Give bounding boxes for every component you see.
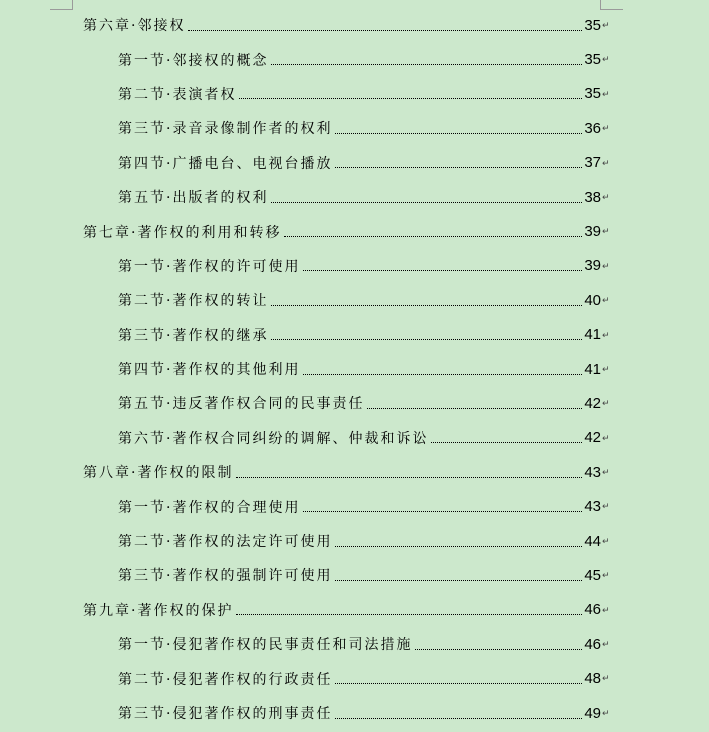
paragraph-mark-icon: ↵ bbox=[602, 124, 610, 135]
toc-entry-title: 第三节·侵犯著作权的刑事责任 bbox=[118, 706, 333, 722]
paragraph-mark-icon: ↵ bbox=[602, 89, 610, 100]
toc-section-entry[interactable] bbox=[0, 352, 709, 386]
toc-page-number: 45 bbox=[584, 566, 601, 584]
toc-section-entry[interactable] bbox=[0, 386, 709, 420]
toc-entry-title: 第五节·出版者的权利 bbox=[118, 190, 269, 207]
toc-dot-leader bbox=[335, 153, 582, 168]
toc-page-number: 36 bbox=[584, 119, 601, 137]
toc-entry-title: 第六节·著作权合同纠纷的调解、仲裁和诉讼 bbox=[118, 430, 429, 447]
toc-dot-leader bbox=[303, 256, 582, 271]
toc-page-number: 46 bbox=[584, 601, 601, 619]
toc-page-number: 42 bbox=[584, 394, 601, 412]
toc-section-entry[interactable] bbox=[0, 661, 709, 695]
toc-section-entry[interactable] bbox=[0, 627, 709, 661]
toc-dot-leader bbox=[271, 188, 582, 203]
toc-page-number: 39 bbox=[584, 223, 601, 241]
paragraph-mark-icon: ↵ bbox=[602, 571, 610, 582]
toc-dot-leader bbox=[367, 394, 582, 409]
toc-page-number: 48 bbox=[584, 670, 601, 688]
toc-entry-title: 第三节·著作权的强制许可使用 bbox=[118, 568, 333, 585]
toc-dot-leader bbox=[415, 635, 582, 650]
toc-entry-title: 第五节·违反著作权合同的民事责任 bbox=[118, 396, 365, 413]
toc-dot-leader bbox=[335, 669, 582, 684]
toc-entry-title: 第八章·著作权的限制 bbox=[83, 465, 234, 482]
toc-entry-title: 第二节·著作权的转让 bbox=[118, 293, 269, 310]
toc-page-number: 35 bbox=[584, 85, 601, 103]
toc-section-entry[interactable] bbox=[0, 421, 709, 455]
toc-dot-leader bbox=[236, 463, 582, 478]
toc-entry-title: 第六章·邻接权 bbox=[83, 18, 186, 35]
paragraph-mark-icon: ↵ bbox=[602, 468, 610, 479]
toc-page-number: 39 bbox=[584, 257, 601, 275]
toc-entry-title: 第二节·著作权的法定许可使用 bbox=[118, 534, 333, 551]
paragraph-mark-icon: ↵ bbox=[602, 502, 610, 513]
toc-chapter-entry[interactable] bbox=[0, 8, 709, 42]
toc-entry-title: 第四节·著作权的其他利用 bbox=[118, 362, 301, 379]
toc-section-entry[interactable] bbox=[0, 283, 709, 317]
paragraph-mark-icon: ↵ bbox=[602, 536, 610, 547]
toc-dot-leader bbox=[188, 16, 582, 31]
toc-chapter-entry[interactable] bbox=[0, 214, 709, 248]
toc-page-number: 38 bbox=[584, 188, 601, 206]
toc-dot-leader bbox=[335, 119, 582, 134]
paragraph-mark-icon: ↵ bbox=[602, 330, 610, 341]
toc-page-number: 42 bbox=[584, 429, 601, 447]
paragraph-mark-icon: ↵ bbox=[602, 192, 610, 203]
paragraph-mark-icon: ↵ bbox=[602, 640, 610, 651]
toc-dot-leader bbox=[284, 222, 582, 237]
toc-entry-title: 第七章·著作权的利用和转移 bbox=[83, 224, 282, 241]
toc-page-number: 37 bbox=[584, 154, 601, 172]
paragraph-mark-icon: ↵ bbox=[602, 296, 610, 307]
paragraph-mark-icon: ↵ bbox=[602, 21, 610, 31]
toc-page-number: 35 bbox=[584, 16, 601, 34]
toc-page-number: 43 bbox=[584, 498, 601, 516]
toc-dot-leader bbox=[239, 84, 582, 99]
paragraph-mark-icon: ↵ bbox=[602, 261, 610, 272]
toc-dot-leader bbox=[303, 360, 582, 375]
toc-entry-title: 第九章·著作权的保护 bbox=[83, 602, 234, 619]
toc-page-number: 41 bbox=[584, 360, 601, 378]
toc-entry-title: 第一节·侵犯著作权的民事责任和司法措施 bbox=[118, 637, 413, 654]
toc-dot-leader bbox=[236, 600, 582, 615]
toc-entry-title: 第一节·邻接权的概念 bbox=[118, 52, 269, 69]
paragraph-mark-icon: ↵ bbox=[602, 708, 610, 719]
toc-chapter-entry[interactable] bbox=[0, 593, 709, 627]
toc-page-number: 43 bbox=[584, 463, 601, 481]
paragraph-mark-icon: ↵ bbox=[602, 364, 610, 375]
paragraph-mark-icon: ↵ bbox=[602, 674, 610, 685]
toc-dot-leader bbox=[303, 497, 582, 512]
toc-page-number: 46 bbox=[584, 635, 601, 653]
paragraph-mark-icon: ↵ bbox=[602, 433, 610, 444]
toc-entry-title: 第三节·著作权的继承 bbox=[118, 327, 269, 344]
paragraph-mark-icon: ↵ bbox=[602, 227, 610, 238]
toc-page-number: 44 bbox=[584, 532, 601, 550]
toc-dot-leader bbox=[271, 291, 582, 306]
toc-page-number: 35 bbox=[584, 51, 601, 69]
toc-entry-title: 第二节·侵犯著作权的行政责任 bbox=[118, 671, 333, 688]
toc-entry-title: 第一节·著作权的合理使用 bbox=[118, 499, 301, 516]
toc-page-number: 41 bbox=[584, 326, 601, 344]
toc-section-entry[interactable] bbox=[0, 558, 709, 592]
paragraph-mark-icon: ↵ bbox=[602, 158, 610, 169]
paragraph-mark-icon: ↵ bbox=[602, 399, 610, 410]
toc-section-entry[interactable] bbox=[0, 77, 709, 111]
toc-section-entry[interactable] bbox=[0, 696, 709, 730]
toc-dot-leader bbox=[335, 532, 582, 547]
toc-section-entry[interactable] bbox=[0, 180, 709, 214]
toc-dot-leader bbox=[271, 50, 582, 65]
toc-chapter-entry[interactable] bbox=[0, 455, 709, 489]
toc-section-entry[interactable] bbox=[0, 111, 709, 145]
paragraph-mark-icon: ↵ bbox=[602, 55, 610, 66]
toc-dot-leader bbox=[271, 325, 582, 340]
toc-section-entry[interactable] bbox=[0, 524, 709, 558]
toc-section-entry[interactable] bbox=[0, 318, 709, 352]
toc-section-entry[interactable] bbox=[0, 146, 709, 180]
toc-dot-leader bbox=[335, 704, 582, 719]
toc-section-entry[interactable] bbox=[0, 42, 709, 76]
table-of-contents bbox=[0, 8, 709, 730]
toc-page-number: 40 bbox=[584, 291, 601, 309]
toc-dot-leader bbox=[335, 566, 582, 581]
toc-dot-leader bbox=[431, 428, 582, 443]
toc-page-number: 49 bbox=[584, 704, 601, 722]
toc-entry-title: 第二节·表演者权 bbox=[118, 86, 237, 103]
paragraph-mark-icon: ↵ bbox=[602, 605, 610, 616]
toc-entry-title: 第四节·广播电台、电视台播放 bbox=[118, 155, 333, 172]
toc-entry-title: 第三节·录音录像制作者的权利 bbox=[118, 121, 333, 138]
toc-entry-title: 第一节·著作权的许可使用 bbox=[118, 258, 301, 275]
toc-section-entry[interactable] bbox=[0, 489, 709, 523]
toc-section-entry[interactable] bbox=[0, 249, 709, 283]
